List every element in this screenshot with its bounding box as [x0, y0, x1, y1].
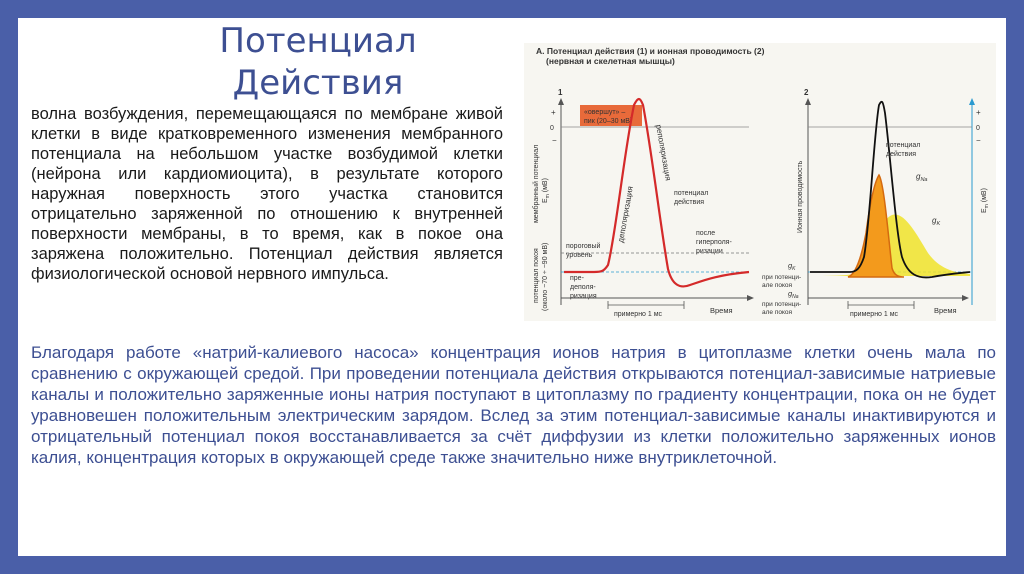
- ap-label-line1: потенциал: [674, 190, 709, 197]
- figure-caption-line1: А. Потенциал действия (1) и ионная проводимость (2): [536, 46, 765, 56]
- hyper-label-line1: после: [696, 230, 716, 237]
- gk-rest-label: $g_K$: [788, 261, 796, 272]
- panel2-x-arrow: [962, 295, 969, 301]
- panel2-tick-plus: +: [976, 108, 981, 117]
- panel2-tick-zero: 0: [976, 125, 980, 132]
- yaxis2-right-label: $E_m$ (мВ): [981, 188, 990, 213]
- body-paragraph: Благодаря работе «натрий-калиевого насоса» концентрация ионов натрия в цитоплазме клетки очень мала по сравнению с окружающей средой. При проведении потенциала действия открываются потенциал-зависимые натриевые каналы и положительно заряженные ионы натрия поступают в цитоплазму по градиенту концентрации, пока он не будет уравновешен положительным электрическим зарядом. Вслед за этим потенциал-зависимые каналы инактивируются и отрицательный потенциал покоя восстанавливается за счёт диффузии из клетки положительно заряженных ионов калия, концентрация которых в окружающей среде также значительно ниже внутриклеточной.: [31, 343, 996, 467]
- panel2-ap-label-line2: действия: [886, 151, 917, 158]
- yaxis1-label-line2: $E_m$ (мВ): [542, 178, 551, 203]
- yaxis1-label-line1: мембранный потенциал: [533, 144, 540, 223]
- prepol-label-line2: деполя-: [570, 284, 596, 291]
- panel2-ap-label-line1: потенциал: [886, 142, 921, 149]
- hyper-label-line2: гиперполя-: [696, 239, 732, 246]
- panel2-em-arrow: [969, 98, 975, 105]
- panel1-x-arrow: [747, 295, 754, 301]
- panel2-number: 2: [804, 88, 809, 97]
- gk-rest-text-line1: при потенци-: [762, 274, 802, 281]
- panel2-y-arrow: [805, 98, 811, 105]
- threshold-label-line2: уровень: [566, 252, 593, 259]
- panel2-tick-minus: −: [976, 136, 981, 145]
- yaxis2-label: Ионная проводимость: [797, 160, 804, 233]
- gna-rest-label: $g_{Na}$: [788, 289, 799, 300]
- panel2-time-label: Время: [934, 306, 957, 315]
- panel1-y-arrow: [558, 98, 564, 105]
- action-potential-figure: [524, 43, 996, 321]
- panel1-ms-label: примерно 1 мс: [614, 311, 663, 318]
- depolarization-label: деполяризация: [616, 185, 635, 244]
- figure-diagram: [524, 43, 996, 321]
- hyper-label-line3: ризации: [696, 248, 723, 255]
- panel1-time-label: Время: [710, 306, 733, 315]
- threshold-label-line1: пороговый: [566, 243, 601, 250]
- resting-label-line1: потенциал покоя: [533, 248, 540, 303]
- panel2-ms-label: примерно 1 мс: [850, 311, 899, 318]
- gna-rest-text-line2: але покоя: [762, 309, 793, 316]
- slide: [18, 18, 1006, 556]
- repolarization-label: реполяризация: [654, 123, 673, 182]
- gk-rest-text-line2: але покоя: [762, 282, 793, 289]
- panel1-tick-plus: +: [551, 108, 556, 117]
- resting-label-line2: (около −70 ÷ −90 мВ): [542, 242, 549, 311]
- prepol-label-line1: пре-: [570, 275, 584, 282]
- overshoot-label-line1: «овершут» –: [584, 109, 626, 116]
- panel1-tick-zero: 0: [550, 125, 554, 132]
- ap-label-line2: действия: [674, 199, 705, 206]
- gna-rest-text-line1: при потенци-: [762, 301, 802, 308]
- page-title: Потенциал Действия: [219, 21, 417, 103]
- panel1-tick-minus: −: [552, 136, 557, 145]
- gna-label: $g_{Na}$: [916, 172, 928, 183]
- gk-label: $g_K$: [932, 216, 941, 227]
- overshoot-label-line2: пик (20–30 мВ): [584, 118, 633, 125]
- figure-caption-line2: (нервная и скелетная мышцы): [546, 56, 675, 66]
- panel1-number: 1: [558, 88, 563, 97]
- prepol-label-line3: ризация: [570, 293, 597, 300]
- intro-paragraph: волна возбуждения, перемещающаяся по мембране живой клетки в виде кратковременного изменения мембранного потенциала на небольшом участке возбудимой клетки (нейрона или кардиомиоцита), в результате которого наружная поверхность этого участка становится отрицательно заряженной по отношению к внутренней поверхности мембраны, в то время, как в покое она заряжена положительно. Потенциал действия является физиологической основой нервного импульса.: [31, 105, 503, 283]
